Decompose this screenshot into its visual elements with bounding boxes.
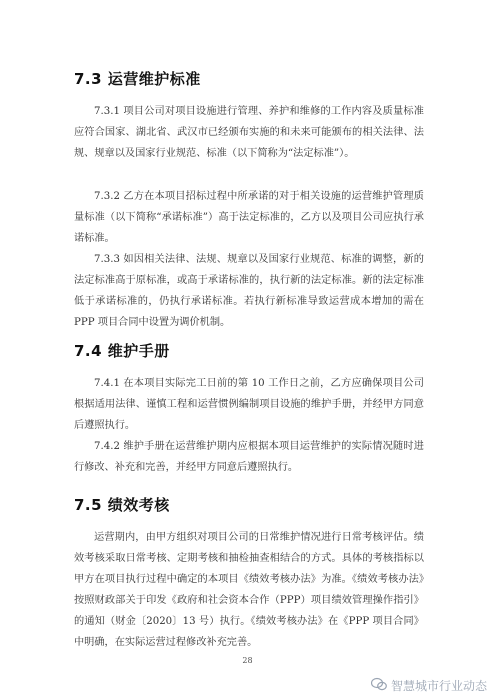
page-number: 28 <box>242 656 253 665</box>
paragraph-7-4-2: 7.4.2 维护手册在运营维护期内应根据本项目运营维护的实际情况随时进行修改、补充和完善，并经甲方同意后遵照执行。 <box>74 441 424 473</box>
section-heading-7-4: 7.4 维护手册 <box>74 342 170 360</box>
paragraph-7-4-1: 7.4.1 在本项目实际完工日前的第 10 工作日之前，乙方应确保项目公司根据适用法律、谨慎工程和运营惯例编制项目设施的维护手册，并经甲方同意后遵照执行。 <box>74 378 424 431</box>
section-heading-7-5: 7.5 绩效考核 <box>74 496 170 514</box>
section-heading-7-3: 7.3 运营维护标准 <box>74 70 201 88</box>
wechat-icon <box>371 677 387 694</box>
watermark <box>371 677 487 694</box>
paragraph-7-3-2: 7.3.2 乙方在本项目招标过程中所承诺的对于相关设施的运营维护管理质量标准（以下简称“承诺标准”）高于法定标准的，乙方以及项目公司应执行承诺标准。 <box>74 191 424 244</box>
paragraph-7-3-1: 7.3.1 项目公司对项目设施进行管理、养护和维修的工作内容及质量标准应符合国家、湖北省、武汉市已经颁布实施的和未来可能颁布的相关法律、法规、规章以及国家行业规范、标准（以下简称为“法定标准”）。 <box>74 106 424 159</box>
watermark-text: 智慧城市行业动态 <box>390 679 487 693</box>
paragraph-7-5: 运营期内，由甲方组织对项目公司的日常维护情况进行日常考核评估。绩效考核采取日常考核、定期考核和抽检抽查相结合的方式。具体的考核指标以甲方在项目执行过程中确定的本项目《绩效考核办法》为准。《绩效考核办法》按照财政部关于印发《政府和社会资本合作（PPP）项目绩效管理操作指引》的通知（财金〔2020〕13 号）执行。《绩效考核办法》在《PPP 项目合同》中明确，在实际运营过程修改补充完善。 <box>74 532 424 648</box>
paragraph-7-3-3: 7.3.3 如因相关法律、法规、规章以及国家行业规范、标准的调整，新的法定标准高于原标准，或高于承诺标准的，执行新的法定标准。新的法定标准低于承诺标准的，仍执行承诺标准。若执行新标准导致运营成本增加的需在 PPP 项目合同中设置为调价机制。 <box>74 254 424 328</box>
